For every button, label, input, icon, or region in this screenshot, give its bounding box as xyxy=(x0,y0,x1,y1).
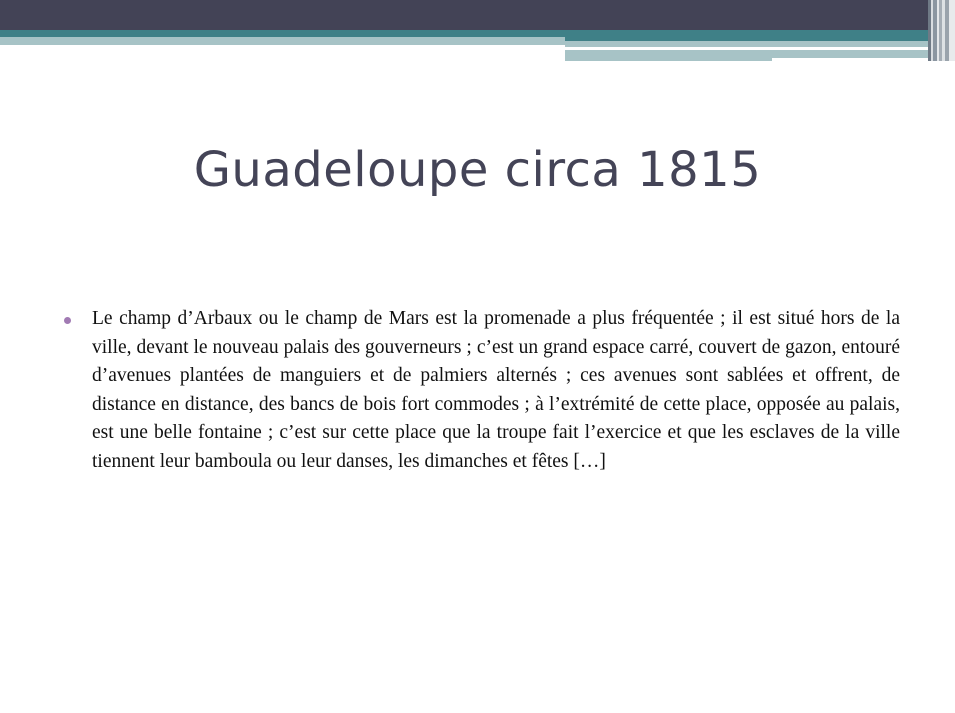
header-stripe xyxy=(949,0,955,61)
header-white-gap xyxy=(772,58,928,61)
bullet-item xyxy=(64,305,900,476)
header-band-teal-left xyxy=(0,30,565,37)
header-band-teal-right xyxy=(565,30,928,41)
bullet-list xyxy=(64,305,900,476)
header-band-light-left xyxy=(0,37,565,45)
bullet-dot-icon xyxy=(64,317,71,324)
slide-title: Guadeloupe circa 1815 xyxy=(193,142,762,198)
bullet-text: Le champ d’Arbaux ou le champ de Mars est la promenade a plus fréquentée ; il est situé hors de la ville, devant le nouveau palais des gouverneurs ; c’est un grand espace carré, couvert de gazon, entouré d’avenues plantées de manguiers et de palmiers alternés ; ces avenues sont sablées et offrent, de distance en distance, des bancs de bois fort commodes ; à l’extrémité de cette place, opposée au palais, est une belle fontaine ; c’est sur cette place que la troupe fait l’exercice et que les esclaves de la ville tiennent leur bamboula ou leur danses, les dimanches et fêtes […] xyxy=(92,308,900,472)
header-band-dark xyxy=(0,0,928,30)
